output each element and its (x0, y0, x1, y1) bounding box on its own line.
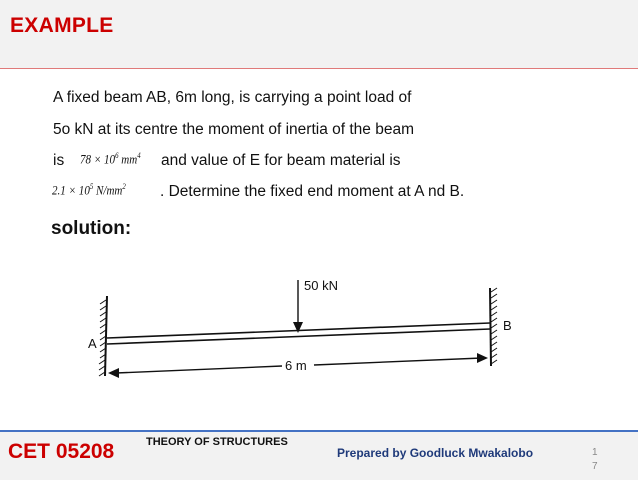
page-number: 17 (592, 447, 598, 472)
moi-coefficient: 78 × 10 (80, 151, 116, 166)
point-load-arrow (293, 280, 303, 333)
fixed-beam-diagram (80, 266, 540, 396)
problem-line-2: 5o kN at its centre the moment of inertia of the beam (53, 121, 414, 138)
moment-of-inertia-formula (80, 150, 151, 168)
problem-line-4: . Determine the fixed end moment at A nd B. (160, 183, 465, 200)
e-unit: N/mm (93, 182, 123, 197)
span-label: 6 m (285, 358, 307, 373)
prepared-by: Prepared by Goodluck Mwakalobo (337, 446, 534, 460)
slide-title: EXAMPLE (10, 14, 114, 37)
support-a-label: A (88, 336, 97, 351)
course-code: CET 05208 (8, 440, 115, 463)
left-wall-support (99, 296, 107, 376)
e-coefficient: 2.1 × 10 (52, 182, 90, 197)
problem-line-3-start: is (53, 152, 65, 169)
support-b-label: B (503, 318, 512, 333)
solution-heading: solution: (51, 218, 132, 239)
footer-bar (0, 430, 638, 480)
load-label: 50 kN (304, 278, 338, 293)
problem-line-3-end: and value of E for beam material is (161, 152, 401, 169)
e-exponent: 5 (89, 181, 94, 191)
e-unit-exponent: 2 (122, 181, 126, 191)
moi-unit-exponent: 4 (137, 150, 141, 160)
moi-exponent: 6 (115, 150, 119, 160)
moi-unit: mm (118, 151, 138, 166)
title-band (0, 0, 638, 69)
right-wall-support (490, 288, 497, 366)
problem-line-1: A fixed beam AB, 6m long, is carrying a point load of (53, 89, 412, 106)
elastic-modulus-formula (52, 181, 139, 199)
subject-title: THEORY OF STRUCTURES (146, 436, 288, 448)
